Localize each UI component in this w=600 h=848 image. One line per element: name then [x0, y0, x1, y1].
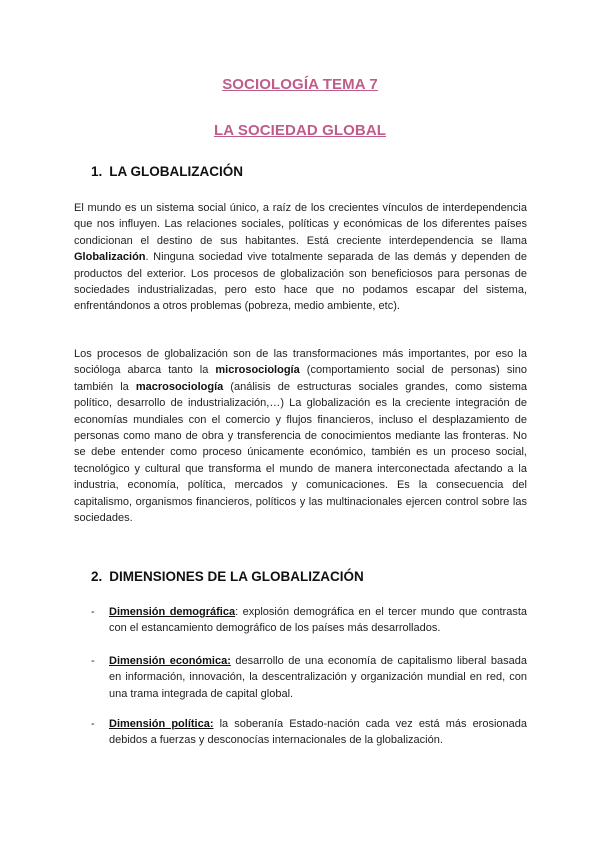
list-item — [91, 604, 527, 637]
section-1-paragraph-1 — [74, 200, 527, 315]
term-microsociologia: microsociología — [215, 364, 300, 377]
list-item-text — [109, 716, 527, 749]
term-macrosociologia: macrosociología — [135, 380, 224, 393]
list-item — [91, 716, 527, 749]
bullet-dash: - — [91, 655, 95, 667]
document-subtitle: LA SOCIEDAD GLOBAL — [213, 122, 387, 139]
bullet-dash: - — [91, 606, 95, 618]
section-2-number: 2. — [91, 569, 103, 584]
paragraph-text: . Ninguna sociedad vive totalmente separada de las demás y dependen de productos del exterior. Los procesos de globalización son beneficiosos para personas de sociedades industrializadas, pero esto hace que no podamos escapar del sistema, enfrentándonos a otros problemas (pobreza, medio ambiente, etc). — [74, 251, 527, 313]
list-item-text — [109, 653, 527, 702]
paragraph-text: El mundo es un sistema social único, a raíz de los crecientes vínculos de interdependencia que nos influyen. Las relaciones sociales, políticas y económicas de los diferentes países condicionan el destino de sus habitantes. Está creciente interdependencia se llama — [74, 202, 527, 247]
paragraph-text: (análisis de estructuras sociales grandes, como sistema político, desarrollo de industrialización,…) La globalización es la creciente integración de economías mundiales con el comercio y flujos financieros, incluso el desplazamiento de personas como mano de obra y transferencia de conocimientos mediante las fronteras. No se debe entender como proceso únicamente económico, también es un proceso social, tecnológico y cultural que transforma el mundo de manera interconectada afectando a la industria, economía, política, mercados y comunicaciones. Es la consecuencia del capitalismo, organismos financieros, políticos y las multinacionales ejercen control sobre las sociedades. — [74, 380, 528, 525]
list-item — [91, 653, 527, 702]
paragraph-text: (comportamiento social de personas) sino también la — [74, 364, 527, 393]
section-1-number: 1. — [91, 164, 103, 179]
section-1-title: LA GLOBALIZACIÓN — [109, 164, 243, 179]
dimension-term: Dimensión económica: — [109, 655, 231, 667]
paragraph-text: Los procesos de globalización son de las transformaciones más importantes, por eso la socióloga abarca tanto la — [74, 348, 527, 377]
dimension-description: : explosión demográfica en el tercer mundo que contrasta con el estancamiento demográfico de los países más desarrollados. — [109, 606, 527, 635]
document-title: SOCIOLOGÍA TEMA 7 — [222, 76, 378, 93]
dimension-description: desarrollo de una economía de capitalismo liberal basada en información, innovación, la descentralización y organización mundial en red, con una trama integrada de capital global. — [109, 655, 527, 700]
dimension-term: Dimensión política: — [109, 718, 214, 730]
bullet-dash: - — [91, 718, 95, 730]
section-1-heading — [91, 164, 243, 179]
term-globalizacion: Globalización — [74, 251, 146, 264]
section-2-heading — [91, 569, 364, 584]
dimension-description: la soberanía Estado-nación cada vez está más erosionada debidos a fuerzas y desconocías internacionales de la globalización. — [109, 718, 527, 747]
dimension-term: Dimensión demográfica — [109, 606, 236, 618]
list-item-text — [109, 604, 527, 637]
section-1-paragraph-2 — [74, 346, 527, 526]
section-2-title: DIMENSIONES DE LA GLOBALIZACIÓN — [109, 569, 364, 584]
